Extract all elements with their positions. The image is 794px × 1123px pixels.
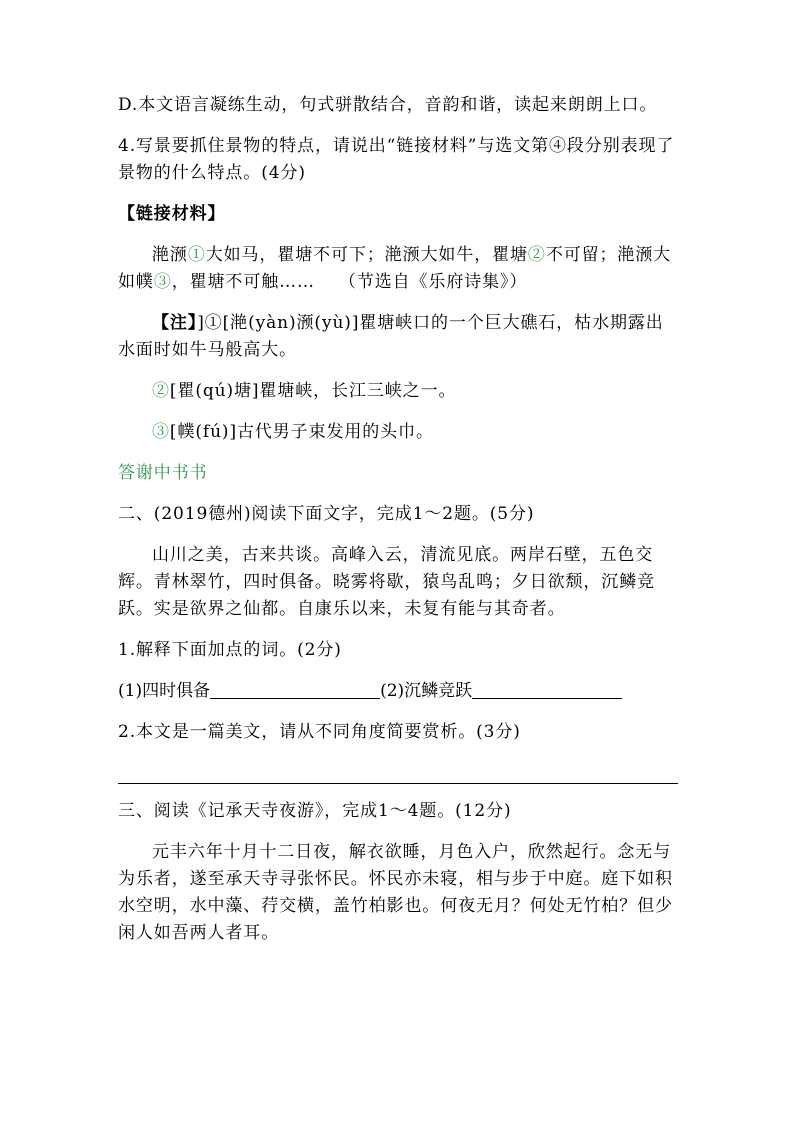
part-3-passage: 元丰六年十月十二日夜，解衣欲睡，月色入户，欣然起行。念无与为乐者，遂至承天寺寻张怀民。怀民亦未寝，相与步于中庭。庭下如积水空明，水中藻、荇交横，盖竹柏影也。何夜无月？何处无竹柏？但少闲人如吾两人者耳。 [118, 842, 673, 943]
option-d: D.本文语言凝练生动，句式骈散结合，音韵和谐，读起来朗朗上口。 [118, 95, 658, 115]
part-2-q1-items [118, 678, 678, 705]
q1-item-a: (1)四时俱备 [118, 681, 211, 701]
answer-line[interactable] [118, 782, 678, 784]
footnote-marker: ③ [152, 422, 170, 442]
note-label: 【注】 [152, 313, 198, 333]
footnote-marker: ③ [153, 272, 172, 292]
link-material-heading: 【链接材料】 [118, 204, 226, 224]
part-3-heading: 三、阅读《记承天寺夜游》，完成1～4题。(12分) [118, 801, 512, 821]
document-body [118, 92, 678, 947]
note-1-text: ]①[滟(yàn)滪(yù)]瞿塘峡口的一个巨大礁石，枯水期露出水面时如牛马般高大。 [118, 313, 664, 360]
footnote-marker: ② [527, 245, 546, 265]
footnote-marker: ② [152, 381, 170, 401]
answer-blank-a[interactable] [210, 678, 380, 699]
footnote-marker: ① [187, 245, 206, 265]
link-text-part: 大如马，瞿塘不可下；滟滪大如牛，瞿塘 [205, 245, 528, 265]
answer-blank-b[interactable] [472, 678, 622, 699]
note-2-text: [瞿(qú)塘]瞿塘峡，长江三峡之一。 [169, 381, 457, 401]
section-title: 答谢中书书 [118, 463, 208, 483]
link-text-part: 不可留；滟滪大如幞 [118, 245, 672, 292]
note-3 [118, 419, 678, 446]
link-text-part: 滟滪 [152, 245, 188, 265]
q1-item-b: (2)沉鳞竞跃 [380, 681, 473, 701]
link-text-part: ，瞿塘不可触…… [171, 272, 315, 292]
question-4: 4.写景要抓住景物的特点，请说出“链接材料”与选文第④段分别表现了景物的什么特点。(4分) [118, 136, 675, 183]
part-2-passage: 山川之美，古来共谈。高峰入云，清流见底。两岸石壁，五色交辉。青林翠竹，四时俱备。晓雾将歇，猿鸟乱鸣；夕日欲颓，沉鳞竞跃。实是欲界之仙都。自康乐以来，未复有能与其奇者。 [118, 545, 655, 619]
note-2 [118, 378, 678, 405]
note-3-text: [幞(fú)]古代男子束发用的头巾。 [169, 422, 434, 442]
part-2-heading: 二、(2019德州)阅读下面文字，完成1～2题。(5分) [118, 504, 535, 524]
part-2-q1: 1.解释下面加点的词。(2分) [118, 640, 342, 660]
link-material-text [118, 242, 678, 296]
note-1 [118, 310, 678, 364]
part-2-q2: 2.本文是一篇美文，请从不同角度简要赏析。(3分) [118, 722, 521, 742]
link-source: （节选自《乐府诗集》） [338, 272, 528, 292]
